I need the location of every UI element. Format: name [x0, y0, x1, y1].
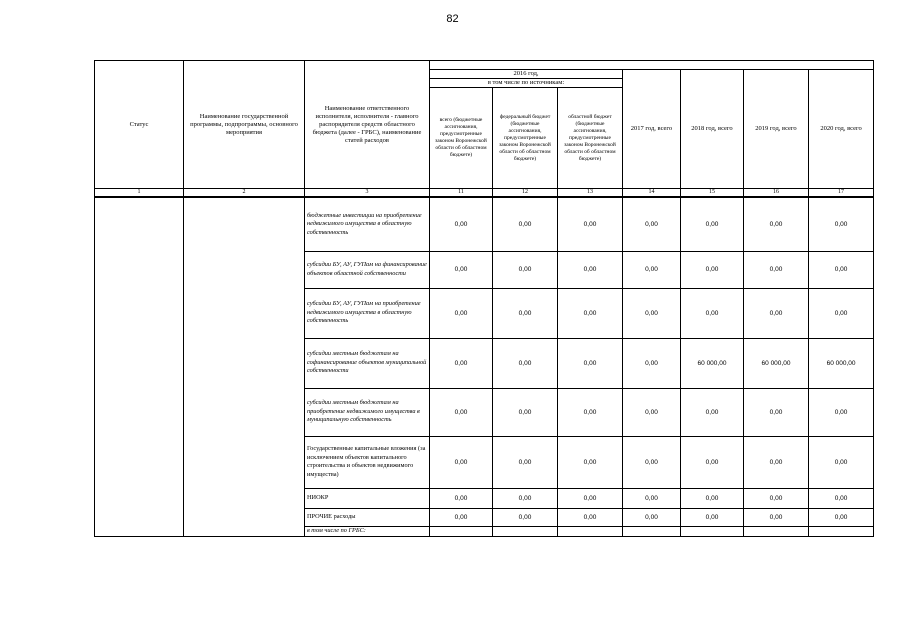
column-number: 13	[558, 189, 623, 198]
header-2017: 2017 год, всего	[623, 70, 681, 189]
cell-value: 60 000,00	[681, 338, 744, 388]
cell-value: 0,00	[558, 197, 623, 251]
header-2018: 2018 год, всего	[681, 70, 744, 189]
cell-value: 0,00	[681, 436, 744, 488]
header-2019: 2019 год, всего	[744, 70, 809, 189]
row-name: субсидии местным бюджетам на приобретение недвижимого имущества в муниципальную собственность	[305, 388, 430, 436]
cell-value: 0,00	[493, 388, 558, 436]
cell-value: 0,00	[493, 436, 558, 488]
cell-value: 0,00	[493, 488, 558, 508]
row-name: НИОКР	[305, 488, 430, 508]
column-number-row	[95, 189, 874, 198]
column-number: 14	[623, 189, 681, 198]
cell-value: 0,00	[558, 508, 623, 526]
cell-value: 0,00	[623, 197, 681, 251]
cell-value: 0,00	[430, 197, 493, 251]
cell-value: 0,00	[493, 508, 558, 526]
cell-value: 0,00	[744, 197, 809, 251]
cell-value: 0,00	[558, 338, 623, 388]
column-number: 3	[305, 189, 430, 198]
cell-value: 60 000,00	[744, 338, 809, 388]
cell-value	[430, 526, 493, 536]
cell-value: 0,00	[681, 288, 744, 338]
column-number: 2	[184, 189, 305, 198]
header-top-blank	[430, 61, 874, 70]
cell-value: 0,00	[430, 338, 493, 388]
row-name: бюджетные инвестиции на приобретение недвижимого имущества в областную собственность	[305, 197, 430, 251]
cell-value: 0,00	[430, 436, 493, 488]
column-number: 1	[95, 189, 184, 198]
cell-value: 0,00	[809, 508, 874, 526]
header-sources: в том числе по источникам:	[430, 79, 623, 88]
cell-value	[558, 526, 623, 536]
cell-value: 0,00	[493, 197, 558, 251]
cell-value: 0,00	[681, 251, 744, 288]
cell-value: 0,00	[493, 338, 558, 388]
cell-value: 0,00	[681, 488, 744, 508]
cell-value: 0,00	[809, 197, 874, 251]
cell-value: 0,00	[681, 197, 744, 251]
cell-value	[681, 526, 744, 536]
cell-value: 0,00	[623, 508, 681, 526]
cell-value: 0,00	[558, 388, 623, 436]
cell-value: 0,00	[623, 488, 681, 508]
cell-value: 0,00	[623, 288, 681, 338]
cell-value: 0,00	[744, 436, 809, 488]
header-year-2016: 2016 год,	[430, 70, 623, 79]
cell-value	[744, 526, 809, 536]
cell-value: 0,00	[623, 388, 681, 436]
cell-value: 0,00	[744, 508, 809, 526]
cell-value: 0,00	[623, 338, 681, 388]
cell-value: 0,00	[809, 436, 874, 488]
column-number: 15	[681, 189, 744, 198]
header-status: Статус	[95, 61, 184, 189]
cell-value: 0,00	[809, 251, 874, 288]
table-row	[95, 197, 874, 251]
header-regional: областной бюджет (бюджетные ассигнования, предусмотренные законом Воронежской области об областном бюджете)	[558, 88, 623, 189]
cell-value: 0,00	[681, 388, 744, 436]
cell-value: 0,00	[558, 488, 623, 508]
header-2020: 2020 год, всего	[809, 70, 874, 189]
status-cell	[95, 197, 184, 536]
cell-value: 0,00	[430, 251, 493, 288]
cell-value: 0,00	[430, 488, 493, 508]
cell-value: 0,00	[493, 251, 558, 288]
cell-value: 0,00	[430, 288, 493, 338]
cell-value: 60 000,00	[809, 338, 874, 388]
page-number: 82	[446, 13, 459, 25]
cell-value: 0,00	[493, 288, 558, 338]
cell-value	[809, 526, 874, 536]
cell-value: 0,00	[744, 288, 809, 338]
row-name: Государственные капитальные вложения (за исключением объектов капитального строительства и объектов недвижимого имущества)	[305, 436, 430, 488]
cell-value: 0,00	[558, 251, 623, 288]
cell-value	[493, 526, 558, 536]
cell-value: 0,00	[623, 251, 681, 288]
row-name: субсидии БУ, АУ, ГУПам на приобретение недвижимого имущества в областную собственность	[305, 288, 430, 338]
cell-value: 0,00	[558, 288, 623, 338]
cell-value: 0,00	[558, 436, 623, 488]
header-program: Наименование государственной программы, подпрограммы, основного мероприятия	[184, 61, 305, 189]
row-name: субсидии БУ, АУ, ГУПам на финансирование объектов областной собственности	[305, 251, 430, 288]
cell-value: 0,00	[430, 388, 493, 436]
cell-value: 0,00	[430, 508, 493, 526]
row-name: субсидии местным бюджетам на софинансирование объектов муниципальной собственности	[305, 338, 430, 388]
cell-value: 0,00	[681, 508, 744, 526]
column-number: 12	[493, 189, 558, 198]
cell-value	[623, 526, 681, 536]
cell-value: 0,00	[809, 488, 874, 508]
cell-value: 0,00	[809, 288, 874, 338]
row-name: ПРОЧИЕ расходы	[305, 508, 430, 526]
cell-value: 0,00	[744, 251, 809, 288]
column-number: 16	[744, 189, 809, 198]
header-responsible: Наименование ответственного исполнителя, исполнителя - главного распорядителя средств областного бюджета (далее - ГРБС), наименование статей расходов	[305, 61, 430, 189]
cell-value: 0,00	[809, 388, 874, 436]
program-cell	[184, 197, 305, 536]
budget-table	[94, 60, 874, 537]
column-number: 17	[809, 189, 874, 198]
cell-value: 0,00	[744, 488, 809, 508]
cell-value: 0,00	[744, 388, 809, 436]
row-name: в том числе по ГРБС:	[305, 526, 430, 536]
header-total: всего (бюджетные ассигнования, предусмотренные законом Воронежской области об областном бюджете)	[430, 88, 493, 189]
column-number: 11	[430, 189, 493, 198]
header-federal: федеральный бюджет (бюджетные ассигнования, предусмотренные законом Воронежской области об областном бюджете)	[493, 88, 558, 189]
cell-value: 0,00	[623, 436, 681, 488]
